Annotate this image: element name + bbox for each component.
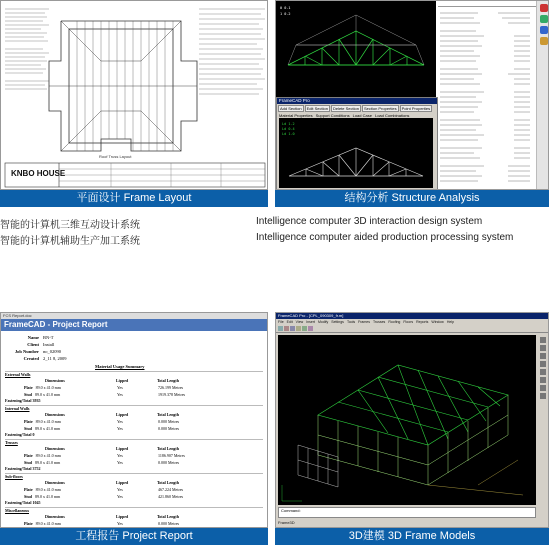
svg-text:1 0.2: 1 0.2 xyxy=(280,12,291,16)
column-header: Dimensions xyxy=(45,514,65,519)
column-header: Total Length xyxy=(157,480,179,485)
tool-icon[interactable] xyxy=(540,26,548,34)
section-title: Sub-floors xyxy=(5,474,23,479)
toolbar-icon[interactable] xyxy=(296,326,301,331)
column-header: Dimensions xyxy=(45,378,65,383)
toolbar-icon[interactable] xyxy=(308,326,313,331)
menu-item-modify[interactable]: Modify xyxy=(317,320,329,324)
row-label: Stud xyxy=(24,392,33,397)
column-header: Dimensions xyxy=(45,446,65,451)
material-section xyxy=(5,405,263,437)
draw-tool-icon[interactable] xyxy=(540,393,546,399)
row-lipped: Yes xyxy=(117,426,123,431)
row-lipped: Yes xyxy=(117,392,123,397)
material-properties-tab[interactable]: Material Properties xyxy=(279,113,313,118)
fastening-total: Fastening/Total 1045 xyxy=(5,500,41,505)
row-dim-value: 89.0 x 41.0 mm xyxy=(35,385,61,390)
load-combinations-tab[interactable]: Load Combinations xyxy=(374,113,410,118)
feature-en-2: Intelligence computer aided production processing system xyxy=(256,232,514,243)
row-lipped: Yes xyxy=(117,453,123,458)
row-total: 0.000 Metres xyxy=(158,521,180,526)
row-total: 1919.378 Metres xyxy=(158,392,186,397)
toolbar-icon[interactable] xyxy=(290,326,295,331)
column-header: Total Length xyxy=(157,412,179,417)
section-title: Internal Walls xyxy=(5,406,30,411)
analysis-results-text xyxy=(438,3,536,189)
menu-item-floors[interactable]: Floors xyxy=(403,320,414,324)
row-lipped: Yes xyxy=(117,419,123,424)
material-section xyxy=(5,371,263,403)
material-sections xyxy=(5,371,263,528)
row-total: 0.000 Metres xyxy=(158,419,180,424)
section-table xyxy=(23,445,218,466)
table-row xyxy=(23,493,218,500)
column-header: Total Length xyxy=(157,378,179,383)
svg-text:Ld 1.0: Ld 1.0 xyxy=(282,132,295,136)
fastening-total: Fastening/Total 3752 xyxy=(5,466,41,471)
row-label: Stud xyxy=(24,494,33,499)
row-dimension xyxy=(23,418,116,425)
drawing-title-text: Roof Truss Layout xyxy=(99,154,132,159)
dialog-titlebar: FrameCAD Pro xyxy=(277,98,437,104)
material-section xyxy=(5,439,263,471)
feature-en-1: Intelligence computer 3D interaction design system xyxy=(256,216,483,227)
menu-item-edit[interactable]: Edit xyxy=(286,320,293,324)
column-header: Lipped xyxy=(116,480,129,485)
row-dimension xyxy=(23,391,116,398)
row-label: Plate xyxy=(24,419,33,424)
cad-command-line[interactable]: Command: xyxy=(278,507,536,518)
table-row xyxy=(23,391,218,398)
add-section-button[interactable]: Add Section xyxy=(280,106,302,111)
material-section xyxy=(5,507,263,528)
frame-models-panel xyxy=(275,312,549,528)
draw-tool-icon[interactable] xyxy=(540,353,546,359)
menu-item-reports[interactable]: Reports xyxy=(416,320,429,324)
row-dim-value: 89.0 x 41.0 mm xyxy=(35,494,61,499)
row-dimension xyxy=(23,452,116,459)
load-case-tab[interactable]: Load Case xyxy=(352,113,372,118)
draw-tool-icon[interactable] xyxy=(540,369,546,375)
cad-window-titlebar: FrameCAD Pro - [CPL_090309_fr.m] xyxy=(276,313,548,319)
row-label: Plate xyxy=(24,385,33,390)
row-label: Stud xyxy=(24,426,33,431)
cad-3d-viewport[interactable] xyxy=(278,335,536,505)
row-total: 0.000 Metres xyxy=(158,426,180,431)
section-properties-button[interactable]: Section Properties xyxy=(363,106,397,111)
toolbar-icon[interactable] xyxy=(278,326,283,331)
table-row xyxy=(23,452,218,459)
draw-tool-icon[interactable] xyxy=(540,377,546,383)
section-table xyxy=(23,411,218,432)
menu-item-view[interactable]: View xyxy=(295,320,304,324)
tool-icon[interactable] xyxy=(540,15,548,23)
menu-item-insert[interactable]: Insert xyxy=(306,320,315,324)
row-dim-value: 89.0 x 41.0 mm xyxy=(35,426,61,431)
delete-section-button[interactable]: Delete Section xyxy=(332,106,359,111)
edit-section-button[interactable]: Edit Section xyxy=(306,106,328,111)
column-header: Total Length xyxy=(157,446,179,451)
section-title: Trusses xyxy=(5,440,18,445)
row-lipped: Yes xyxy=(117,494,123,499)
frame-layout-panel xyxy=(0,0,268,190)
frame-layout-caption: 平面设计 Frame Layout xyxy=(0,190,268,207)
material-summary-title: Material Usage Summary xyxy=(95,364,145,369)
toolbar-icon[interactable] xyxy=(284,326,289,331)
row-lipped: Yes xyxy=(117,521,123,526)
column-header: Dimensions xyxy=(45,412,65,417)
row-dim-value: 89.0 x 41.0 mm xyxy=(35,419,61,424)
report-fields: Name BN-T Client Install Job Number no_02090 Created 2_11 8, 2009 xyxy=(14,334,67,361)
fastening-total: Fastening/Total 3935 xyxy=(5,398,41,403)
truss-3d-viewport[interactable] xyxy=(276,1,436,97)
section-table xyxy=(23,513,218,528)
row-dimension xyxy=(23,486,116,493)
row-label: Plate xyxy=(24,487,33,492)
draw-tool-icon[interactable] xyxy=(540,361,546,367)
toolbar-icon[interactable] xyxy=(302,326,307,331)
column-header: Lipped xyxy=(116,378,129,383)
structure-analysis-caption: 结构分析 Structure Analysis xyxy=(275,190,549,207)
row-label: Plate xyxy=(24,453,33,458)
row-dimension xyxy=(23,384,116,391)
row-total: 0.000 Metres xyxy=(158,460,180,465)
row-label: Stud xyxy=(24,460,33,465)
section-title: Miscellaneous xyxy=(5,508,29,513)
menu-item-file[interactable]: File xyxy=(278,320,284,324)
column-header: Lipped xyxy=(116,412,129,417)
row-dimension xyxy=(23,425,116,432)
menu-item-frames[interactable]: Frames xyxy=(358,320,370,324)
section-table xyxy=(23,377,218,398)
row-total: 467.224 Metres xyxy=(158,487,184,492)
cad-status-bar: Frame3D xyxy=(278,520,295,525)
menu-item-window[interactable]: Window xyxy=(431,320,444,324)
row-label: Plate xyxy=(24,521,33,526)
table-row xyxy=(23,459,218,466)
table-row xyxy=(23,520,218,527)
analysis-icon-strip xyxy=(536,1,549,190)
row-dim-value: 89.0 x 41.0 mm xyxy=(35,453,61,458)
table-row xyxy=(23,486,218,493)
fastening-total: Fastening/Total 0 xyxy=(5,432,35,437)
table-row xyxy=(23,418,218,425)
menu-item-tools[interactable]: Tools xyxy=(346,320,356,324)
cad-toolbar xyxy=(276,325,548,333)
menu-item-settings[interactable]: Settings xyxy=(331,320,344,324)
point-properties-button[interactable]: Point Properties xyxy=(401,106,431,111)
draw-tool-icon[interactable] xyxy=(540,385,546,391)
row-lipped: Yes xyxy=(117,460,123,465)
house-frame-model xyxy=(278,335,536,505)
row-lipped: Yes xyxy=(117,487,123,492)
project-report-caption: 工程报告 Project Report xyxy=(0,528,268,545)
row-dim-value: 89.0 x 41.0 mm xyxy=(35,460,61,465)
section-table xyxy=(23,479,218,500)
analysis-viewport[interactable] xyxy=(279,118,433,188)
menu-item-trusses[interactable]: Trusses xyxy=(372,320,386,324)
project-report-panel xyxy=(0,312,268,528)
row-total: 1186.907 Metres xyxy=(158,453,185,458)
row-dim-value: 89.0 x 41.0 mm xyxy=(35,521,61,526)
column-header: Lipped xyxy=(116,514,129,519)
table-row xyxy=(23,425,218,432)
report-header-bar: FrameCAD - Project Report xyxy=(1,319,267,331)
floor-plan-drawing xyxy=(1,1,268,190)
row-dim-value: 89.0 x 41.0 mm xyxy=(35,487,61,492)
tool-icon[interactable] xyxy=(540,37,548,45)
svg-text:Ld 1.2: Ld 1.2 xyxy=(282,122,295,126)
row-total: 421.860 Metres xyxy=(158,494,184,499)
support-conditions-tab[interactable]: Support Conditions xyxy=(315,113,350,118)
table-row xyxy=(23,384,218,391)
draw-tool-icon[interactable] xyxy=(540,337,546,343)
column-header: Dimensions xyxy=(45,480,65,485)
truss-elevation-drawing xyxy=(276,1,436,97)
section-title: External Walls xyxy=(5,372,31,377)
row-dimension xyxy=(23,520,116,527)
row-lipped: Yes xyxy=(117,385,123,390)
draw-tool-icon[interactable] xyxy=(540,345,546,351)
column-header: Total Length xyxy=(157,514,179,519)
cad-side-toolbar xyxy=(537,335,549,505)
frame-models-caption: 3D建模 3D Frame Models xyxy=(275,528,549,545)
material-section xyxy=(5,473,263,505)
structure-analysis-panel xyxy=(275,0,549,190)
feature-cn-2: 智能的计算机辅助生产加工系统 xyxy=(0,236,140,247)
row-dimension xyxy=(23,459,116,466)
row-dim-value: 89.0 x 41.0 mm xyxy=(35,392,61,397)
analysis-dialog xyxy=(276,97,438,190)
tool-icon[interactable] xyxy=(540,4,548,12)
column-header: Lipped xyxy=(116,446,129,451)
truss-analysis-drawing xyxy=(279,118,433,188)
title-block-name: KNBO HOUSE xyxy=(11,169,66,178)
svg-text:Ld 0.4: Ld 0.4 xyxy=(282,127,295,131)
row-total: 726.199 Metres xyxy=(158,385,184,390)
svg-text:0 0.1: 0 0.1 xyxy=(280,6,291,10)
row-dimension xyxy=(23,493,116,500)
report-window-title: FCS Report.doc xyxy=(1,313,267,319)
menu-item-help[interactable]: Help xyxy=(446,320,455,324)
menu-item-roofing[interactable]: Roofing xyxy=(388,320,401,324)
feature-cn-1: 智能的计算机三维互动设计系统 xyxy=(0,220,140,231)
